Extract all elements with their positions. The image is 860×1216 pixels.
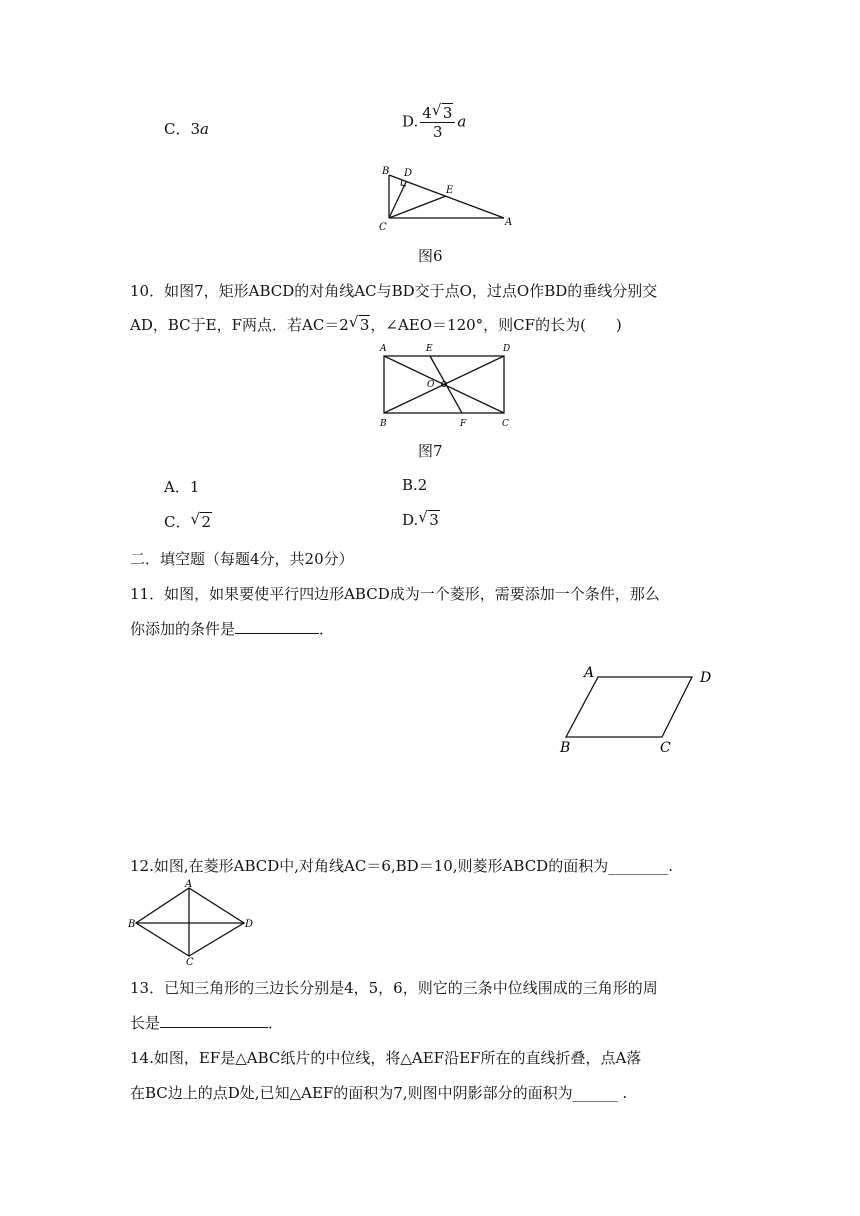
q10-option-d: D.√ 3 [402, 511, 440, 529]
figure-rhombus [126, 878, 261, 966]
label-b: B [382, 166, 390, 177]
label-b: B [380, 419, 387, 429]
label-e: E [446, 185, 454, 196]
label-c: C [660, 740, 671, 756]
fraction: $\frac{4√ 3}{3}$ [420, 104, 455, 141]
q9-option-d [402, 104, 466, 141]
label-c: C [379, 222, 387, 233]
q10-option-c: C．√ 2 [164, 511, 212, 532]
option-variable: a [457, 112, 467, 131]
q10-line-2: AD，BC于E，F两点．若AC＝2√ 3，∠AEO＝120°，则CF的长为( ) [130, 314, 622, 335]
q13-line-1: 13．已知三角形的三边长分别是4，5，6，则它的三条中位线围成的三角形的周 [130, 979, 658, 997]
label-c: C [502, 419, 509, 429]
label-e: E [426, 344, 433, 354]
label-d: D [700, 670, 712, 686]
figure-parallelogram [550, 660, 730, 760]
label-a: A [185, 879, 193, 890]
option-label: C． [164, 120, 191, 138]
q13-line-2: 长是 ． [130, 1014, 284, 1032]
option-variable: a [200, 120, 209, 138]
label-b: B [560, 740, 571, 756]
figure-7 [376, 340, 516, 432]
label-d: D [245, 919, 254, 930]
q9-option-c [164, 118, 209, 139]
section-title: 二．填空题（每题4分，共20分） [130, 550, 354, 568]
q10-line-1: 10．如图7，矩形ABCD的对角线AC与BD交于点O，过点O作BD的垂线分别交 [130, 282, 658, 300]
q12-text: 12.如图,在菱形ABCD中,对角线AC＝6,BD＝10,则菱形ABCD的面积为________. [130, 857, 673, 875]
q11-line-1: 11．如图，如果要使平行四边形ABCD成为一个菱形，需要添加一个条件，那么 [130, 585, 660, 603]
label-d: D [503, 344, 511, 354]
figure-7-caption: 图7 [418, 442, 443, 460]
answer-blank[interactable] [235, 619, 319, 634]
label-f: F [460, 419, 467, 429]
label-a: A [505, 217, 513, 228]
label-a: A [380, 344, 387, 354]
sqrt: √ 3 [349, 316, 371, 334]
option-label: D. [402, 112, 419, 131]
label-c: C [186, 957, 194, 966]
q14-line-2: 在BC边上的点D处,已知△AEF的面积为7,则图中阴影部分的面积为______ . [130, 1084, 628, 1102]
label-o: O [427, 380, 435, 390]
q11-line-2: 你添加的条件是 ． [130, 620, 335, 638]
answer-blank[interactable] [160, 1013, 268, 1028]
q10-option-a: A．1 [164, 478, 200, 496]
figure-6 [372, 160, 522, 235]
figure-6-caption: 图6 [418, 247, 443, 265]
q10-option-b: B.2 [402, 476, 428, 494]
sqrt: √ 2 [190, 513, 212, 531]
q14-line-1: 14.如图，EF是△ABC纸片的中位线，将△AEF沿EF所在的直线折叠，点A落 [130, 1049, 642, 1067]
sqrt: √ 3 [418, 511, 440, 529]
label-b: B [128, 919, 136, 930]
option-value: 3 [190, 120, 201, 138]
label-d: D [404, 168, 413, 179]
sqrt: √ 3 [432, 104, 454, 122]
label-a: A [584, 665, 595, 681]
